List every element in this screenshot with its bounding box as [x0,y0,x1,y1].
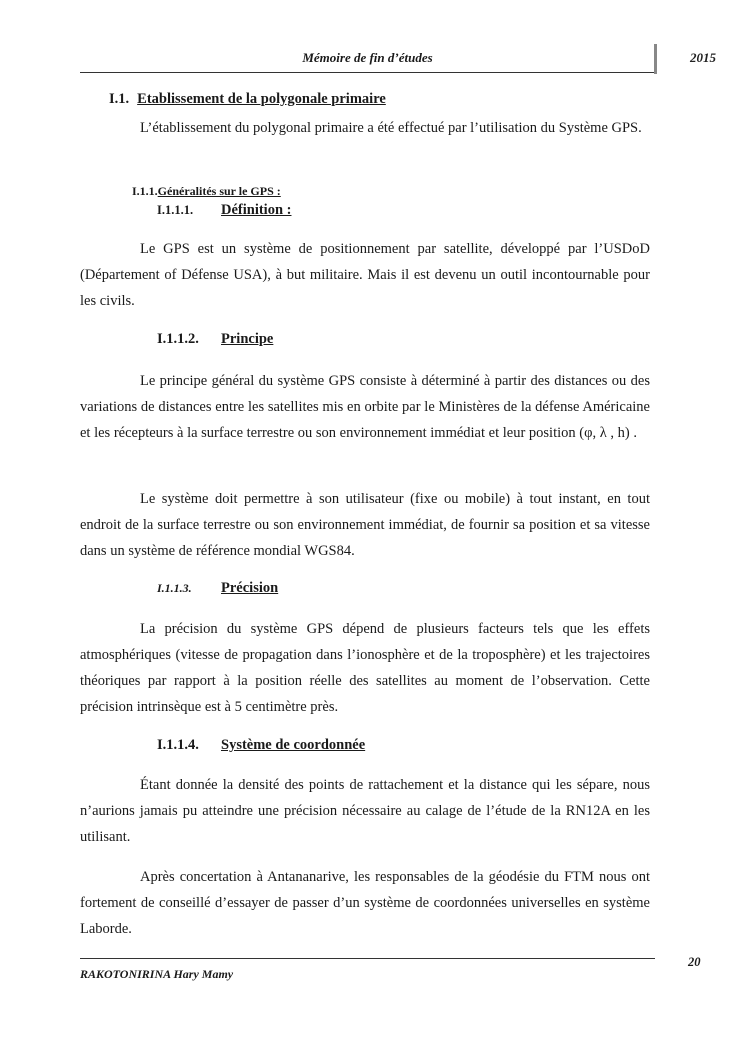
section-title: Etablissement de la polygonale primaire [137,91,386,107]
coordonnee-paragraph-2: Après concertation à Antananarive, les responsables de la géodésie du FTM nous ont fortement de conseillé d’essayer de passer d’un système de coordonnées universelles en système Laborde. [80,869,650,937]
intro-paragraph: L’établissement du polygonal primaire a été effectué par l’utilisation du Système GPS. [140,120,642,136]
subsection-heading [132,184,281,199]
principe-title: Principe [221,331,274,347]
definition-paragraph: Le GPS est un système de positionnement par satellite, développé par l’USDoD (Département of Défense USA), à but militaire. Mais il est devenu un outil incontournable pour les civils. [80,241,650,309]
footer-rule [80,958,655,959]
subsection-number: I.1.1. [132,184,158,198]
section-heading [109,91,386,108]
principe-paragraph-1: Le principe général du système GPS consiste à déterminé à partir des distances ou des variations de distances entre les satellites mis en orbite par le Ministères de la défense Américaine et les récepteurs à la surface terrestre ou son environnement immédiat et leur position (φ, λ , h) . [80,373,650,441]
subsection-title: Généralités sur le GPS : [157,184,281,198]
principe-heading [157,331,273,348]
definition-number: I.1.1.1. [157,203,194,217]
definition-heading [157,202,291,219]
header-divider [654,44,657,74]
principe-number: I.1.1.2. [157,331,199,347]
coordonnee-number: I.1.1.4. [157,737,199,753]
definition-title: Définition : [221,202,292,218]
coordonnee-heading [157,737,365,754]
section-number: I.1. [109,91,130,107]
precision-title: Précision [221,580,279,596]
header-year: 2015 [690,50,716,65]
coordonnee-title: Système de coordonnée [221,737,366,753]
coordonnee-paragraph-1: Étant donnée la densité des points de rattachement et la distance qui les sépare, nous n’aurions jamais pu atteindre une précision nécessaire au calage de l’étude de la RN12A en les utilisant. [80,777,650,845]
precision-paragraph: La précision du système GPS dépend de plusieurs facteurs tels que les effets atmosphériques (vitesse de propagation dans l’ionosphère et de la troposphère) et les trajectoires théoriques par rapport à la position réelle des satellites au moment de l’observation. Cette précision intrinsèque est à 5 centimètre près. [80,621,650,715]
page-number: 20 [688,955,701,969]
precision-number: I.1.1.3. [157,581,192,595]
running-header-title: Mémoire de fin d’études [302,50,433,65]
footer-author: RAKOTONIRINA Hary Mamy [80,967,234,981]
precision-heading [157,580,278,597]
header-rule [80,72,655,73]
principe-paragraph-2: Le système doit permettre à son utilisateur (fixe ou mobile) à tout instant, en tout endroit de la surface terrestre ou son environnement immédiat, de fournir sa position et sa vitesse dans un système de référence mondial WGS84. [80,491,650,559]
